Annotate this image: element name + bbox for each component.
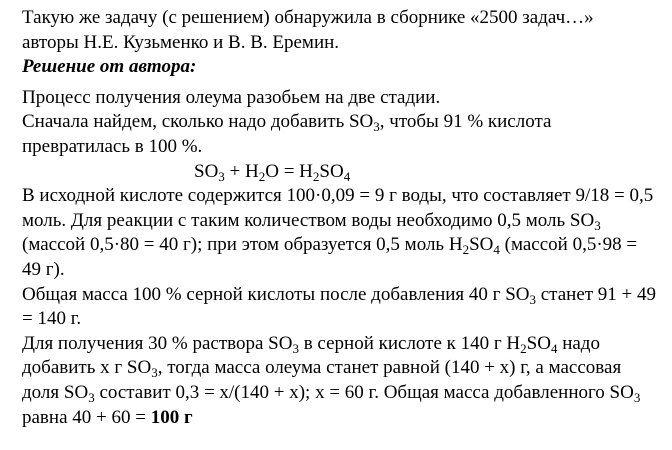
text-run: (массой 0,5·80 = 40 г); при этом образуется 0,5 моль H (22, 234, 463, 256)
text-run: станет 91 + 49 (536, 283, 657, 305)
subscript: 3 (529, 291, 536, 307)
text-line (22, 233, 672, 258)
text-run: добавить x г SO (22, 357, 152, 379)
text-line (22, 86, 672, 111)
text-line (22, 209, 672, 234)
text-run: SO (469, 234, 494, 256)
text-line (22, 283, 672, 308)
subscript: 3 (594, 217, 601, 233)
text-run: SO (194, 160, 219, 182)
text-run: + H (224, 160, 259, 182)
subscript: 3 (88, 389, 95, 405)
text-run: равна 40 + 60 = (22, 406, 151, 428)
text-run: превратилась в 100 %. (22, 135, 203, 157)
subscript: 2 (312, 168, 320, 184)
intro-line: Такую же задачу (с решением) обнаружила в сборнике «2500 задач…» (22, 7, 594, 28)
text-run: Для получения 30 % раствора SO (22, 332, 293, 354)
text-line (22, 381, 672, 406)
solution-heading: Решение от автора: (22, 56, 197, 78)
text-run: , чтобы 91 % кислота (379, 111, 552, 133)
subscript: 2 (462, 242, 470, 258)
text-run: доля SO (22, 381, 89, 403)
text-line (22, 135, 672, 160)
text-run: в серной кислоте к 140 г H (298, 332, 521, 354)
subscript: 2 (258, 168, 266, 184)
text-line (22, 406, 672, 431)
text-run: 49 г). (22, 258, 65, 280)
subscript: 4 (550, 340, 558, 356)
text-run: O = H (265, 160, 313, 182)
text-line (22, 356, 672, 381)
text-line (22, 258, 672, 283)
text-line (22, 332, 672, 357)
subscript: 2 (520, 340, 527, 356)
subscript: 3 (151, 365, 158, 381)
text-run: составит 0,3 = x/(140 + x); x = 60 г. Общая масса добавленного SO (94, 381, 634, 403)
text-run: SO (319, 160, 344, 182)
answer-text: 100 г (150, 406, 193, 428)
text-run: Общая масса 100 % серной кислоты после добавления 40 г SO (22, 283, 530, 305)
text-run: , тогда масса олеума станет равной (140 + x) г, а массовая (157, 357, 622, 379)
subscript: 4 (493, 242, 500, 258)
subscript: 3 (218, 168, 225, 184)
text-line (22, 307, 672, 332)
solution-text (22, 86, 672, 430)
document-body (0, 6, 672, 430)
text-run: (массой 0,5·98 = (499, 234, 638, 256)
text-run: SO (526, 332, 551, 354)
text-line (22, 110, 672, 135)
subscript: 3 (373, 119, 380, 135)
text-line (22, 184, 672, 209)
text-run: моль. Для реакции с таким количеством воды необходимо 0,5 моль SO (22, 209, 595, 231)
text-run: Сначала найдем, сколько надо добавить SO (22, 111, 374, 133)
subscript: 3 (292, 340, 299, 356)
text-run: = 140 г. (22, 308, 82, 330)
text-run: надо (557, 332, 600, 354)
subscript: 3 (633, 389, 641, 405)
intro-line: авторы Н.Е. Кузьменко и В. В. Еремин. (22, 31, 340, 53)
subscript: 4 (343, 168, 351, 184)
text-run: Процесс получения олеума разобьем на две стадии. (22, 86, 441, 108)
equation-line (22, 160, 672, 185)
text-run: В исходной кислоте содержится 100·0,09 = 9 г воды, что составляет 9/18 = 0,5 (22, 185, 654, 207)
